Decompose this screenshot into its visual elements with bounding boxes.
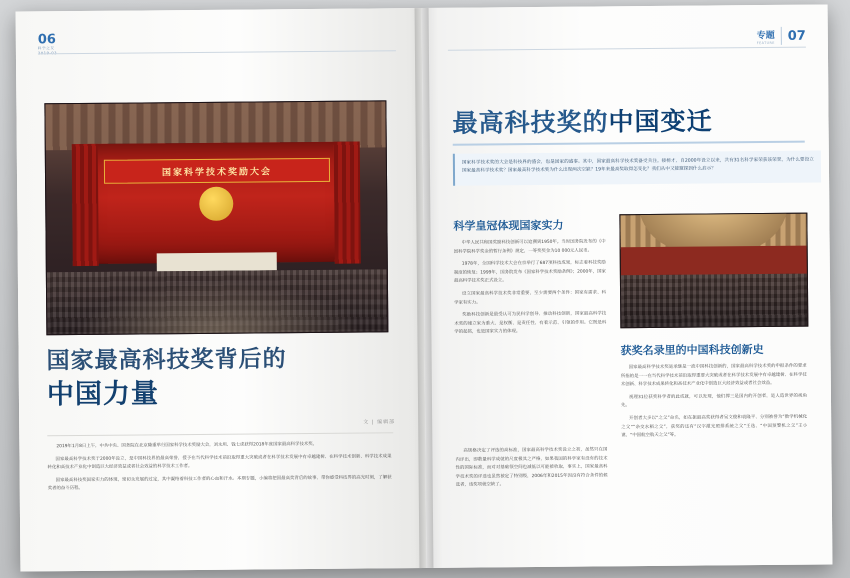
photo-curtain-right — [334, 142, 361, 264]
left-body-rule — [47, 432, 393, 436]
magazine-spread — [16, 4, 833, 571]
left-page — [16, 8, 427, 572]
right-lede-box — [453, 151, 821, 187]
left-folio-mark: 科学之友 — [37, 46, 55, 51]
photo-aisle-light — [47, 269, 388, 334]
s2-paragraph-3: 开创者大多以“之父”命名，如在振最高奖获得者吴文俊和袁隆平、分别被誉为“数学机械化之父”“杂交水稻之父”，获奖的还有“汉字激光照排系统之父”王选、“中国预警机之父”王小谟、“中国航空航天之父”等。 — [621, 414, 808, 439]
photo-banner-text: 国家科学技术奖励大会 — [161, 166, 273, 178]
right-section-label-en: FEATURE — [756, 40, 775, 45]
s1-paragraph-1: 中华人民共和国奖励科技创新可以追溯到1950年。当时国务院发布的《中国科学院科学奖金的暂行条例》规定，一等奖奖金为10 000元人民币。 — [453, 239, 606, 255]
great-hall-photo — [619, 213, 808, 329]
right-page-title — [452, 101, 802, 140]
left-paragraph-1: 2019年1月8日上午，中共中央、国务院在北京隆重举行国家科学技术奖励大会，刘永坦、钱七虎获得2018年度国家最高科学技术奖。 — [56, 441, 318, 450]
right-folio-number: 07 — [787, 28, 806, 44]
photo-national-emblem — [199, 187, 233, 221]
right-title-prefix: 最高科技奖的 — [452, 107, 609, 138]
left-headline-line1: 国家最高科技奖背后的 — [46, 346, 287, 375]
photo-stage-banner — [104, 158, 330, 184]
photo2-audience — [621, 274, 807, 328]
s1-paragraph-3: 设立国家最高科学技术奖非常重要，至少需要两个条件：国家有需求、科学家有实力。 — [454, 290, 607, 306]
left-byline: 文 | 编辑部 — [363, 419, 396, 426]
left-headline-line2: 中国力量 — [46, 378, 160, 411]
right-section-label — [757, 27, 775, 44]
left-body-text — [47, 440, 391, 498]
s1-paragraph-4: 奖励科技创新是最受认可为民科学创导、推动科技创新，国家最高科学技术奖的建立家为重大、是权衡、是责任性，有着示范、引领的作用。它既是科学的起铭，也是国家实力的体现。 — [454, 311, 607, 336]
right-folio-block — [788, 29, 806, 42]
award-ceremony-photo — [44, 100, 388, 335]
left-header-rule — [38, 50, 396, 54]
section-1-heading: 科学皇冠体现国家实力 — [453, 218, 564, 233]
left-paragraph-3: 国家最高科技奖国家实力的体现，密切永发展的过定，其中凝结着科技工作者的心血和汗水。本期专题，小编将把国最高奖背后的故事、带你感受科技界的高光时刻，了解获奖者的奋斗历程。 — [47, 475, 392, 492]
right-title-rule — [453, 141, 805, 146]
left-headline — [47, 344, 394, 412]
photo2-red-wall — [621, 246, 807, 278]
s2-paragraph-1: 国家最高科学技术奖是承继是一流中国科技创新的，国家最高科学技术奖的申报条件的要求所指的是一一在当代科学技术前沿取得重要大突破或者在科学技术发展中有卓越建树、在科学技术创新、科学技术成果转化和高技术产业化中创造巨大经济效益或者社会效益。 — [620, 363, 807, 388]
section-1-column — [454, 238, 607, 341]
section-2-heading: 获奖名录里的中国科技创新史 — [620, 343, 764, 358]
section-2-column — [621, 363, 808, 445]
right-title-highlight: 中国变迁 — [608, 106, 713, 137]
header-divider — [781, 27, 782, 45]
right-header-rule — [448, 47, 806, 51]
photo-curtain-left — [72, 144, 99, 266]
left-paragraph-2: 国家最高科学技术奖于2000年设立，是中国科技界的最高荣誉，授予在当代科学技术前沿取得重大突破或者在科学技术发展中有卓越建树、在科学技术创新、科学技术成果转化和高技术产业化中创造巨大经济效益或者社会效益的科学技术工作者。 — [47, 453, 392, 471]
right-page-header — [757, 27, 806, 45]
right-lede-text: 国家科学技术奖的大会是科技界的盛会，也是国家的盛事。其中，国家最高科学技术奖备受关注。接榜才，自2000年设立以来，共有31名科学家荣获该荣誉。为什么要设立国家最高科学技术奖？国家最高科学技术奖为什么出现两次空缺？19年来最高奖取得怎变化？我们从中又能窥探到什么启示？ — [461, 157, 814, 174]
right-section-label-cn: 专题 — [756, 30, 775, 41]
photo-podium — [157, 252, 277, 271]
section-1-column-continued — [455, 446, 607, 494]
s1-paragraph-2: 1978年，全国科学技术大会在京举行了687项科技成果，标志着科技奖励制度的恢复；1999年，国务院发布《国家科学技术奖励条例》；2000年，国家最高科学技术奖正式设立。 — [453, 260, 606, 285]
s1-paragraph-5: 高规格决定了评选的高标准，国家最高科学技术奖设立之初，虽然只在国内评出，即数量科学成就的尺度极其之严格，如果我国的科学家有没有的技术性的国际标准，而对对基础领空间也减低以可能被收取，事实上，国家最高科学技术奖的评选也虽然被定了特别级，2006年和2015年因没有符合条件的候选者，该奖项就空缺了。 — [455, 447, 608, 489]
left-folio-number: 06 — [37, 32, 56, 48]
right-page — [422, 4, 833, 568]
s2-paragraph-2: 视理31位获奖科学者的此成就，可以发现，他们撑三是国内的开创者，是人造世界的视角先。 — [621, 393, 807, 409]
